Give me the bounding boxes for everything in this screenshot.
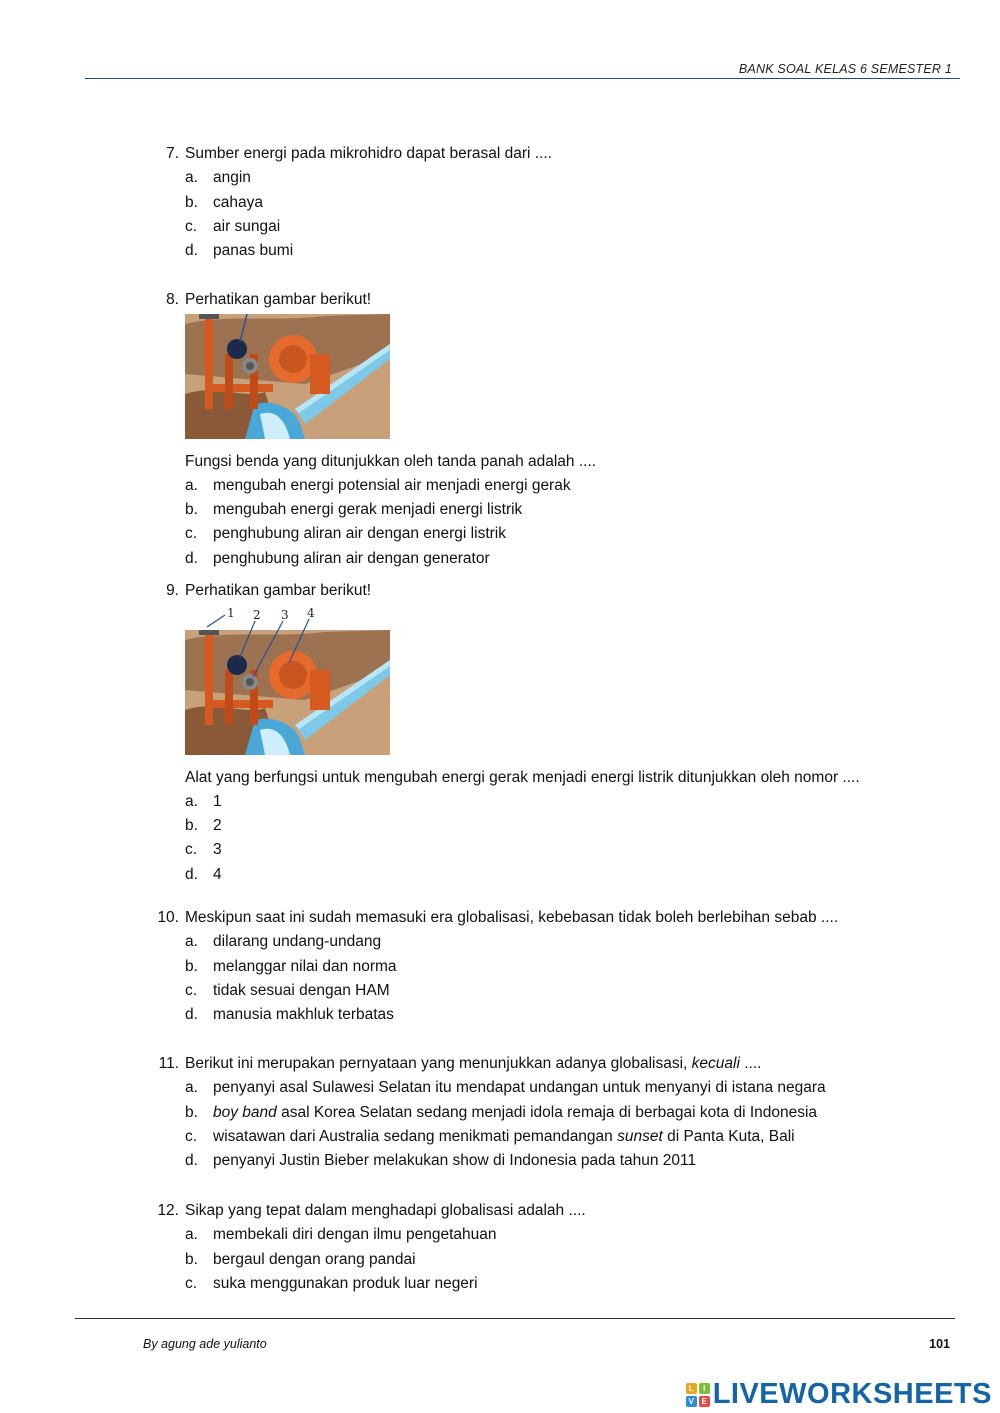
question-text: Berikut ini merupakan pernyataan yang menunjukkan adanya globalisasi, kecuali ....	[185, 1055, 762, 1072]
option-d[interactable]: d. manusia makhluk terbatas	[185, 1006, 394, 1024]
question-number: 10.	[157, 909, 179, 926]
option-b[interactable]: b. melanggar nilai dan norma	[185, 957, 397, 975]
question-text: Perhatikan gambar berikut!	[185, 291, 372, 308]
option-a[interactable]: a. penyanyi asal Sulawesi Selatan itu mendapat undangan untuk menyanyi di istana negara	[185, 1079, 826, 1097]
question-number: 11.	[158, 1055, 179, 1072]
footer-author: By agung ade yulianto	[143, 1337, 267, 1351]
page-number: 101	[929, 1337, 950, 1351]
option-c[interactable]: c. penghubung aliran air dengan energi listrik	[185, 525, 506, 543]
question-number: 9.	[166, 582, 179, 599]
option-a[interactable]: a. membekali diri dengan ilmu pengetahuan	[185, 1226, 497, 1244]
option-b[interactable]: b. cahaya	[185, 193, 263, 211]
brand-icon: L I V E	[686, 1383, 710, 1407]
question-8	[140, 288, 940, 571]
option-b[interactable]: b. 2	[185, 817, 222, 835]
header-divider	[85, 78, 960, 79]
question-text: Meskipun saat ini sudah memasuki era globalisasi, kebebasan tidak boleh berlebihan sebab ....	[185, 909, 839, 926]
image-label-1: 1	[227, 606, 235, 621]
option-c[interactable]: c. air sungai	[185, 217, 281, 235]
option-b[interactable]: b. bergaul dengan orang pandai	[185, 1250, 416, 1268]
option-d[interactable]: d. penyanyi Justin Bieber melakukan show di Indonesia pada tahun 2011	[185, 1152, 697, 1170]
option-a[interactable]: a. angin	[185, 169, 251, 187]
option-d[interactable]: d. panas bumi	[185, 242, 294, 260]
option-d[interactable]: d. penghubung aliran air dengan generator	[185, 549, 490, 567]
question-subtext: Alat yang berfungsi untuk mengubah energi gerak menjadi energi listrik ditunjukkan oleh nomor ....	[185, 768, 860, 786]
option-a[interactable]: a. dilarang undang-undang	[185, 933, 382, 951]
option-a[interactable]: a. 1	[185, 792, 222, 810]
question-number: 8.	[166, 291, 179, 308]
option-c[interactable]: c. tidak sesuai dengan HAM	[185, 981, 390, 999]
option-a[interactable]: a. mengubah energi potensial air menjadi energi gerak	[185, 476, 571, 494]
option-d[interactable]: d. 4	[185, 865, 222, 883]
option-c[interactable]: c. 3	[185, 841, 222, 859]
microhydro-image	[185, 314, 940, 447]
question-11	[140, 1052, 940, 1173]
question-7	[140, 142, 940, 263]
question-number: 12.	[157, 1202, 179, 1219]
image-label-2: 2	[253, 608, 261, 623]
option-c[interactable]: c. wisatawan dari Australia sedang menikmati pemandangan sunset di Panta Kuta, Bali	[185, 1127, 795, 1145]
header-title: BANK SOAL KELAS 6 SEMESTER 1	[738, 62, 952, 76]
image-label-4: 4	[307, 606, 315, 621]
option-c[interactable]: c. suka menggunakan produk luar negeri	[185, 1274, 478, 1292]
question-12	[140, 1199, 940, 1296]
option-b[interactable]: b. boy band asal Korea Selatan sedang menjadi idola remaja di berbagai kota di Indonesia	[185, 1103, 818, 1121]
question-subtext: Fungsi benda yang ditunjukkan oleh tanda panah adalah ....	[185, 452, 597, 470]
liveworksheets-logo[interactable]	[686, 1378, 992, 1411]
brand-name: LIVEWORKSHEETS	[712, 1378, 992, 1410]
question-number: 7.	[166, 145, 179, 162]
question-text: Perhatikan gambar berikut!	[185, 582, 372, 599]
question-10	[140, 906, 940, 1027]
question-text: Sumber energi pada mikrohidro dapat berasal dari ....	[185, 145, 553, 162]
footer-divider	[75, 1318, 955, 1319]
image-label-3: 3	[281, 608, 289, 623]
microhydro-labeled-image	[185, 605, 940, 763]
question-text: Sikap yang tepat dalam menghadapi globalisasi adalah ....	[185, 1202, 586, 1219]
question-9	[140, 579, 940, 887]
option-b[interactable]: b. mengubah energi gerak menjadi energi listrik	[185, 501, 523, 519]
